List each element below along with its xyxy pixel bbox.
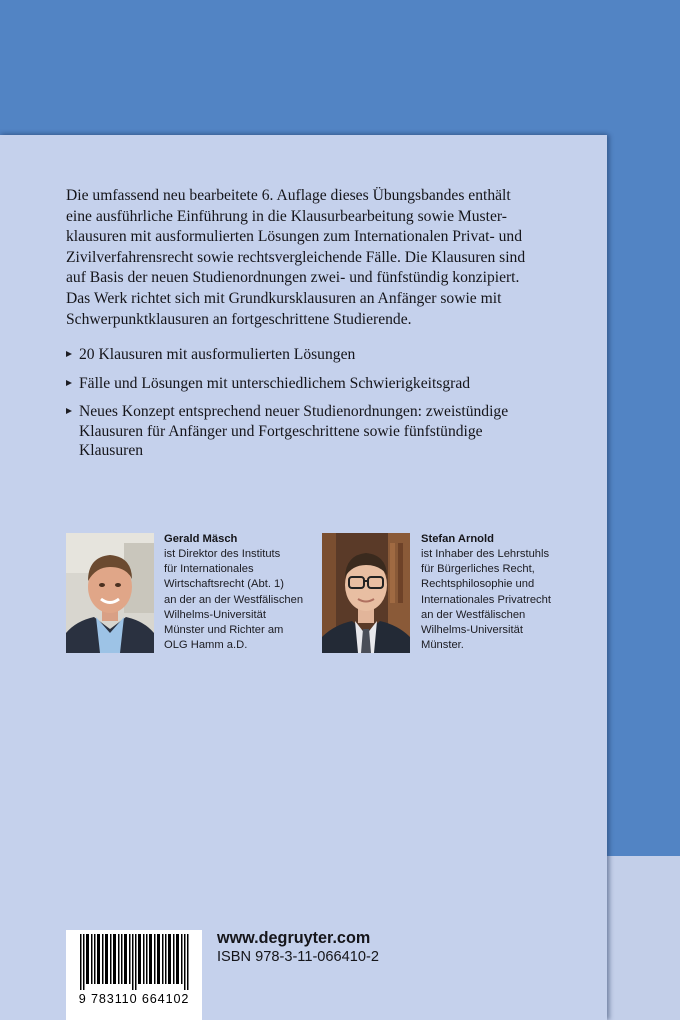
author-bio-line: ist Direktor des Instituts — [164, 548, 281, 560]
author-bio-line: für Bürgerliches Recht, — [421, 563, 535, 576]
triangle-bullet-icon — [66, 380, 72, 386]
list-item — [66, 402, 566, 461]
list-item-text: Klausuren — [79, 442, 144, 459]
intro-line: Schwerpunktklausuren an fortgeschrittene Studierende. — [66, 310, 412, 328]
author-bio-line: an der an der Westfälischen — [164, 593, 304, 606]
author-bio-line: Rechtsphilosophie und — [421, 578, 535, 591]
barcode-digits: 9 783110 664102 — [78, 992, 190, 1006]
list-item-text: Neues Konzept entsprechend neuer Studienordnungen: zweistündige — [79, 403, 509, 420]
intro-line: auf Basis der neuen Studienordnungen zwei- und fünfstündig konzipiert. — [66, 269, 520, 287]
author-bio-line: Münster und Richter am — [164, 624, 284, 637]
author-bio — [164, 547, 303, 653]
author-bio-line: OLG Hamm a.D. — [164, 639, 248, 652]
author-bio-line: Wilhelms-Universität — [421, 624, 523, 637]
triangle-bullet-icon — [66, 351, 72, 357]
intro-line: Zivilverfahrensrecht sowie rechtsvergleichende Fälle. Die Klausuren sind — [66, 248, 526, 266]
author-bio-line: ist Inhaber des Lehrstuhls — [421, 548, 550, 560]
intro-text — [66, 186, 556, 330]
website-link[interactable]: www.degruyter.com — [217, 929, 371, 947]
intro-line: Die umfassend neu bearbeitete 6. Auflage dieses Übungsbandes enthält — [66, 187, 511, 204]
list-item-text: 20 Klausuren mit ausformulierten Lösungen — [79, 346, 356, 363]
author-bio-line: Wilhelms-Universität — [164, 608, 266, 621]
isbn-text: ISBN 978-3-11-066410-2 — [217, 949, 379, 965]
author-bio — [421, 547, 551, 653]
intro-line: klausuren mit ausformulierten Lösungen zum Internationalen Privat- und — [66, 228, 522, 246]
list-item-text: Klausuren für Anfänger und Fortgeschrittene sowie fünfstündige — [79, 422, 483, 440]
list-item — [66, 374, 566, 394]
intro-line: eine ausführliche Einführung in die Klausurbearbeitung sowie Muster- — [66, 207, 507, 225]
barcode — [66, 930, 202, 1020]
barcode-bars — [66, 930, 202, 992]
author-bio-line: an der Westfälischen — [421, 608, 526, 621]
list-item-text: Fälle und Lösungen mit unterschiedlichem Schwierigkeitsgrad — [79, 374, 471, 392]
intro-line: Das Werk richtet sich mit Grundkursklausuren an Anfänger sowie mit — [66, 289, 502, 307]
author-bio-line: für Internationales — [164, 563, 254, 576]
author-bio-line: Münster. — [421, 639, 464, 652]
author-bio-line: Internationales Privatrecht — [421, 593, 551, 606]
background-lower-strip — [607, 856, 680, 1020]
author-photo-masch — [66, 533, 154, 653]
triangle-bullet-icon — [66, 408, 72, 414]
portrait-image — [66, 533, 154, 653]
feature-list — [66, 345, 566, 470]
author-bio-line: Wirtschaftsrecht (Abt. 1) — [164, 578, 284, 591]
author-name: Gerald Mäsch — [164, 533, 238, 545]
portrait-image — [322, 533, 410, 653]
author-photo-arnold — [322, 533, 410, 653]
author-name: Stefan Arnold — [421, 533, 494, 545]
list-item — [66, 345, 566, 365]
